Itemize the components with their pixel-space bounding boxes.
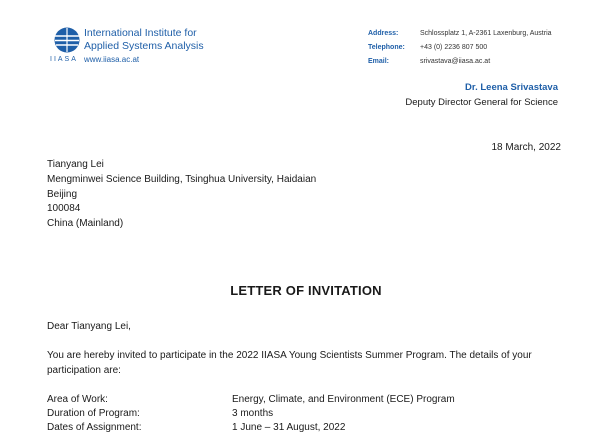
recipient-postcode: 100084 xyxy=(47,203,81,214)
salutation: Dear Tianyang Lei, xyxy=(47,321,131,332)
detail-label-duration: Duration of Program: xyxy=(47,408,140,419)
address-value: Schlossplatz 1, A-2361 Laxenburg, Austria xyxy=(420,30,552,37)
org-acronym: IIASA xyxy=(50,56,78,63)
telephone-label: Telephone: xyxy=(368,44,405,51)
detail-label-area: Area of Work: xyxy=(47,394,108,405)
recipient-street: Mengminwei Science Building, Tsinghua University, Haidaian xyxy=(47,174,317,185)
sender-name: Dr. Leena Srivastava xyxy=(465,82,558,93)
letter-date: 18 March, 2022 xyxy=(491,142,561,153)
recipient-name: Tianyang Lei xyxy=(47,159,104,170)
org-name-line-2: Applied Systems Analysis xyxy=(84,40,204,52)
email-label: Email: xyxy=(368,58,390,65)
recipient-city: Beijing xyxy=(47,189,78,200)
recipient-country: China (Mainland) xyxy=(47,218,124,229)
telephone-value: +43 (0) 2236 807 500 xyxy=(420,44,488,51)
org-name-line-1: International Institute for xyxy=(84,27,197,39)
email-value: srivastava@iiasa.ac.at xyxy=(420,58,491,65)
sender-title: Deputy Director General for Science xyxy=(405,97,558,108)
intro-paragraph-line-2: participation are: xyxy=(47,365,121,376)
detail-label-dates: Dates of Assignment: xyxy=(47,422,142,433)
address-label: Address: xyxy=(368,30,399,37)
detail-value-dates: 1 June – 31 August, 2022 xyxy=(232,422,346,433)
detail-value-duration: 3 months xyxy=(232,408,274,419)
org-website: www.iiasa.ac.at xyxy=(84,55,140,64)
letter-title: LETTER OF INVITATION xyxy=(230,283,382,298)
detail-value-area: Energy, Climate, and Environment (ECE) Program xyxy=(232,394,455,405)
intro-paragraph-line-1: You are hereby invited to participate in the 2022 IIASA Young Scientists Summer Program. The details of your xyxy=(47,350,532,361)
